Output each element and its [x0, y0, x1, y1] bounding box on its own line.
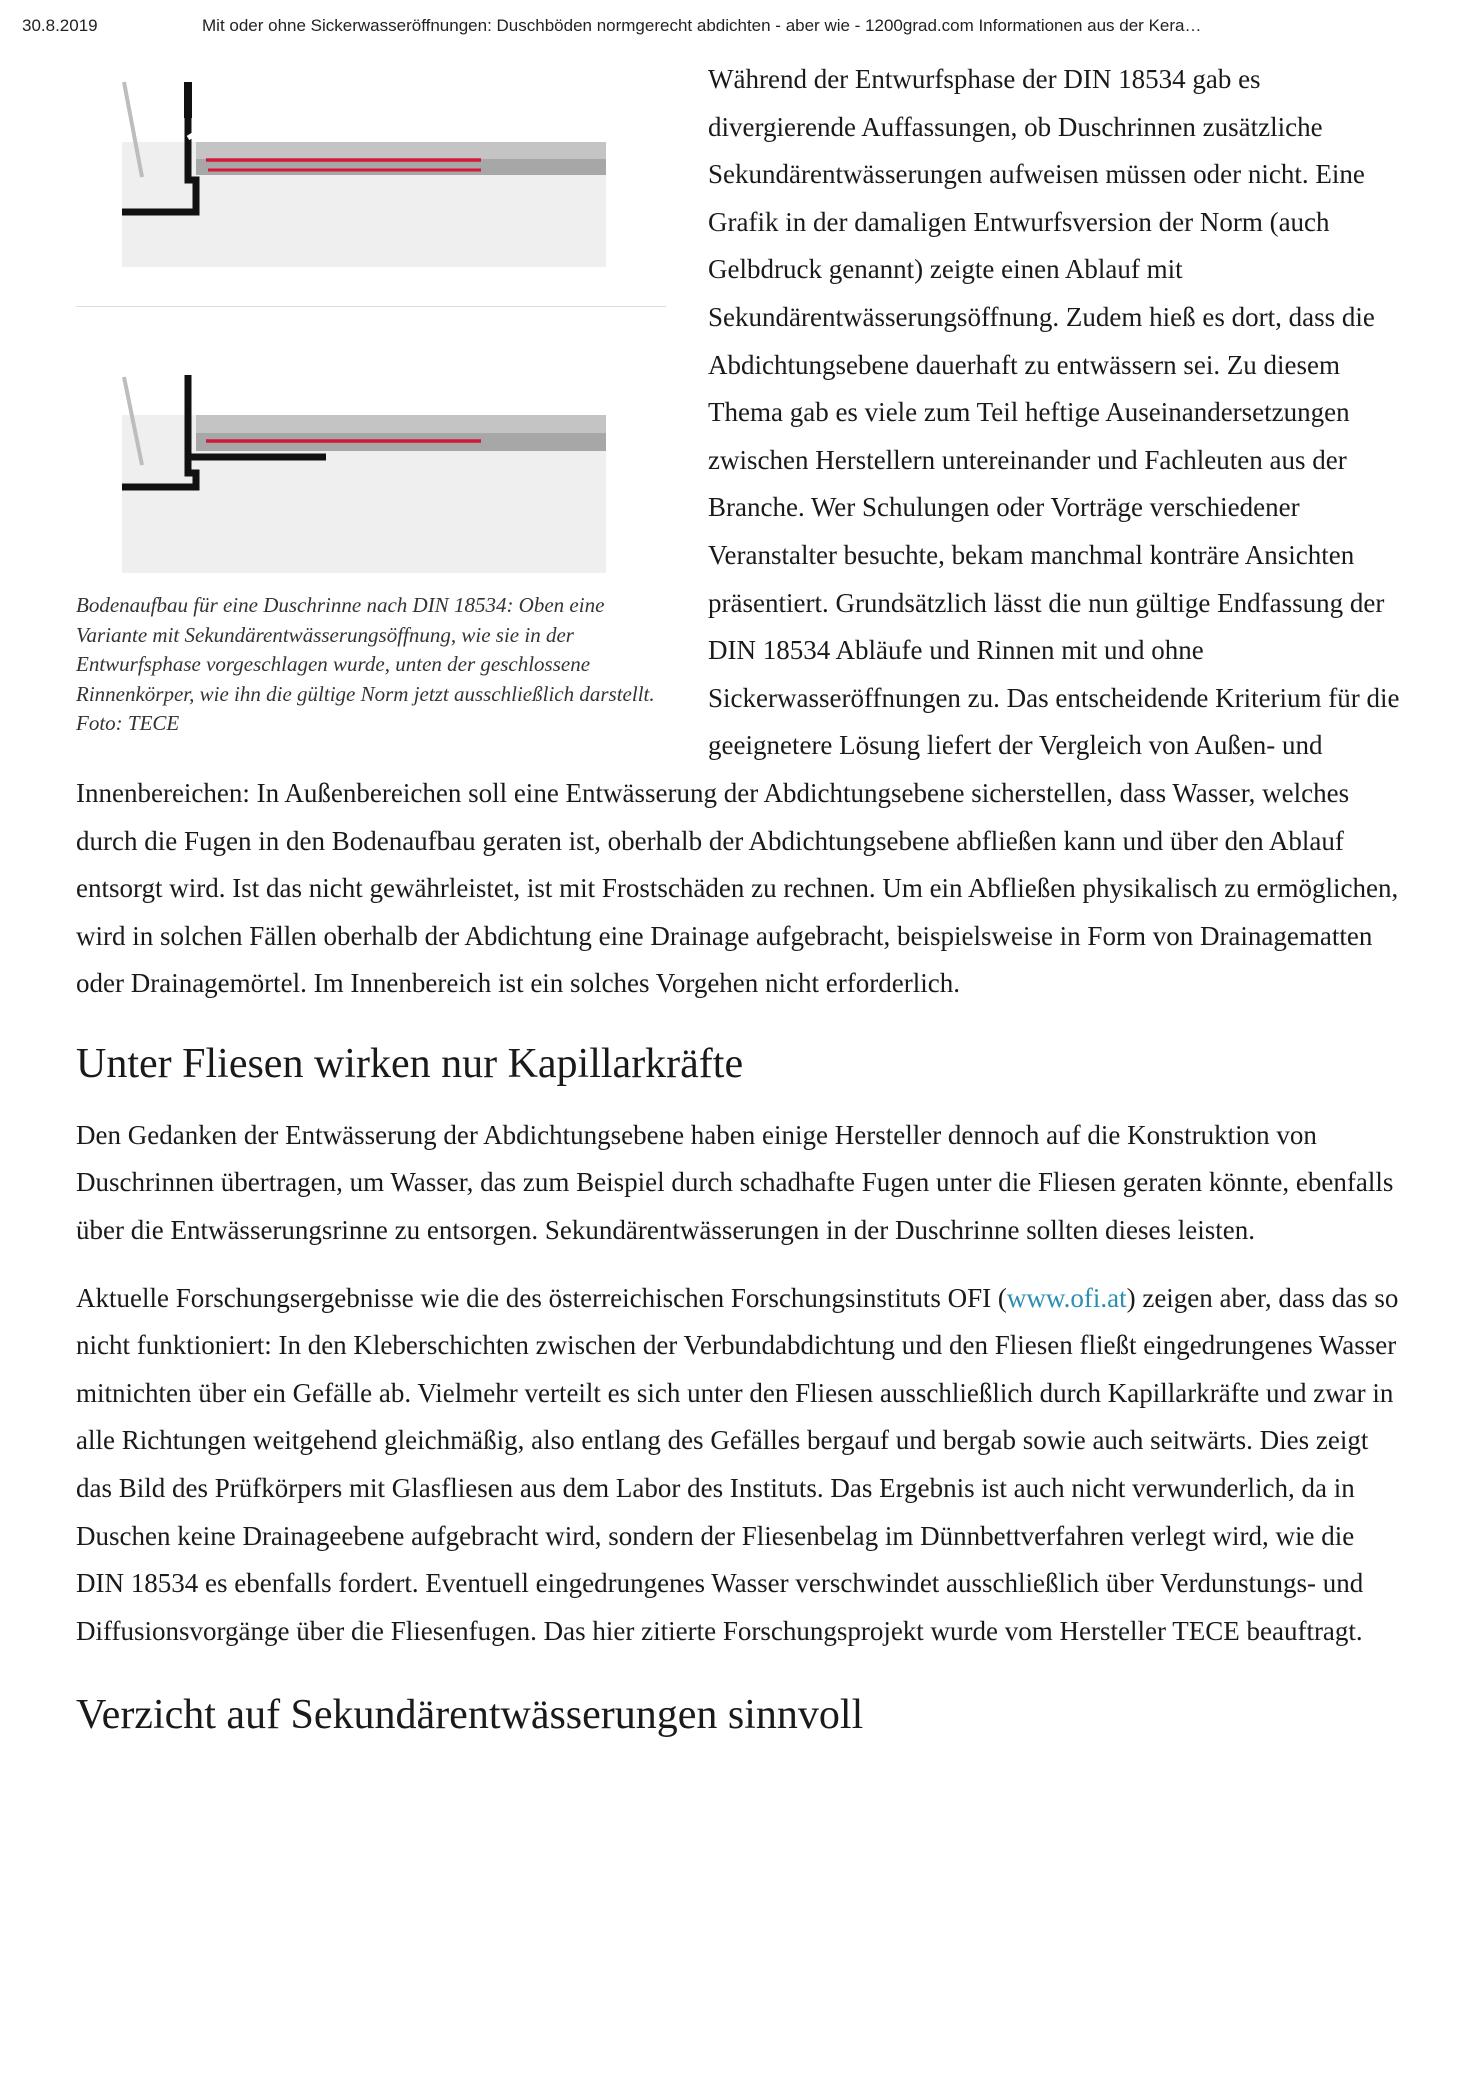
figure-caption: Bodenaufbau für eine Duschrinne nach DIN 18534: Oben eine Variante mit Sekundärentwässerungsöffnung, wie sie in der Entwurfsphase vorgeschlagen wurde, unten der geschlossene Rinnenkörper, wie ihn die gültige Norm jetzt ausschließlich darstellt. Foto: TECE [76, 593, 655, 735]
paragraph-forschung [76, 1275, 1402, 1656]
figure-separator [76, 306, 666, 307]
paragraph-intro: Während der Entwurfsphase der DIN 18534 gab es divergierende Auffassungen, ob Duschrinnen zusätzliche Sekundärentwässerungen aufweisen müssen oder nicht. Eine Grafik in der damaligen Entwurfsversion der Norm (auch Gelbdruck genannt) zeigte einen Ablauf mit Sekundärentwässerungsöffnung. Zudem hieß es dort, dass die Abdichtungsebene dauerhaft zu entwässern sei. Zu diesem Thema gab es viele zum Teil heftige Auseinandersetzungen zwischen Herstellern untereinander und Fachleuten aus der Branche. Wer Schulungen oder Vorträge verschiedener Veranstalter besuchte, bekam manchmal konträre Ansichten präsentiert. Grundsätzlich lässt die nun gültige Endfassung der DIN 18534 Abläufe und Rinnen mit und ohne Sickerwasseröffnungen zu. Das entscheidende Kriterium für die geeignetere Lösung liefert der Vergleich von Außen- und Innenbereichen: In Außenbereichen soll eine Entwässerung der Abdichtungsebene sicherstellen, dass Wasser, welches durch die Fugen in den Bodenaufbau geraten ist, oberhalb der Abdichtungsebene abfließen kann und über den Ablauf entsorgt wird. Ist das nicht gewährleistet, ist mit Frostschäden zu rechnen. Um ein Abfließen physikalisch zu ermöglichen, wird in solchen Fällen oberhalb der Abdichtung eine Drainage aufgebracht, beispielsweise in Form von Drainagematten oder Drainagemörtel. Im Innenbereich ist ein solches Vorgehen nicht erforderlich. [76, 64, 1400, 999]
paragraph-sekundaerentwaesserung: Den Gedanken der Entwässerung der Abdichtungsebene haben einige Hersteller dennoch auf die Konstruktion von Duschrinnen übertragen, um Wasser, das zum Beispiel durch schadhafte Fugen unter die Fliesen geraten könnte, ebenfalls über die Entwässerungsrinne zu entsorgen. Sekundärentwässerungen in der Duschrinne sollten dieses leisten. [76, 1119, 1394, 1246]
figure-top-variant-with-secondary-drain [76, 62, 670, 286]
article-content [76, 62, 1402, 1763]
ofi-link[interactable]: www.ofi.at [1006, 1282, 1127, 1313]
figure-bottom-closed-channel [76, 369, 670, 575]
drain-cross-section-top [76, 62, 670, 286]
tile-layer [196, 415, 606, 433]
tile-layer [196, 142, 606, 159]
heading-kapillarkraefte: Unter Fliesen wirken nur Kapillarkräfte [76, 1040, 744, 1087]
heading-verzicht: Verzicht auf Sekundärentwässerungen sinnvoll [76, 1692, 864, 1739]
paragraph-forschung-start: Aktuelle Forschungsergebnisse wie die des österreichischen Forschungsinstituts OFI ( [76, 1282, 1007, 1313]
paragraph-forschung-rest: ) zeigen aber, dass das so nicht funktioniert: In den Kleberschichten zwischen der Verbundabdichtung und den Fliesen fließt eingedrungenes Wasser mitnichten über ein Gefälle ab. Vielmehr verteilt es sich unter den Fliesen ausschließlich durch Kapillarkräfte und zwar in alle Richtungen weitgehend gleichmäßig, also entlang des Gefälles bergauf und bergab sowie auch seitwärts. Dies zeigt das Bild des Prüfkörpers mit Glasfliesen aus dem Labor des Instituts. Das Ergebnis ist auch nicht verwunderlich, da in Duschen keine Drainageebene aufgebracht wird, sondern der Fliesenbelag im Dünnbettverfahren verlegt wird, wie die DIN 18534 es ebenfalls fordert. Eventuell eingedrungenes Wasser verschwindet ausschließlich über Verdunstungs- und Diffusionsvorgänge über die Fliesenfugen. Das hier zitierte Forschungsprojekt wurde vom Hersteller TECE beauftragt. [76, 1282, 1399, 1646]
print-page-title: Mit oder ohne Sickerwasseröffnungen: Duschböden normgerecht abdichten - aber wie - 1200grad.com Informationen aus der Kera… [202, 16, 1202, 35]
print-date: 30.8.2019 [22, 16, 98, 35]
drain-figure [76, 62, 670, 757]
drain-cross-section-bottom [76, 369, 670, 575]
background-above-floor [122, 375, 606, 415]
panel-gap [76, 267, 670, 286]
print-header [0, 0, 1468, 44]
